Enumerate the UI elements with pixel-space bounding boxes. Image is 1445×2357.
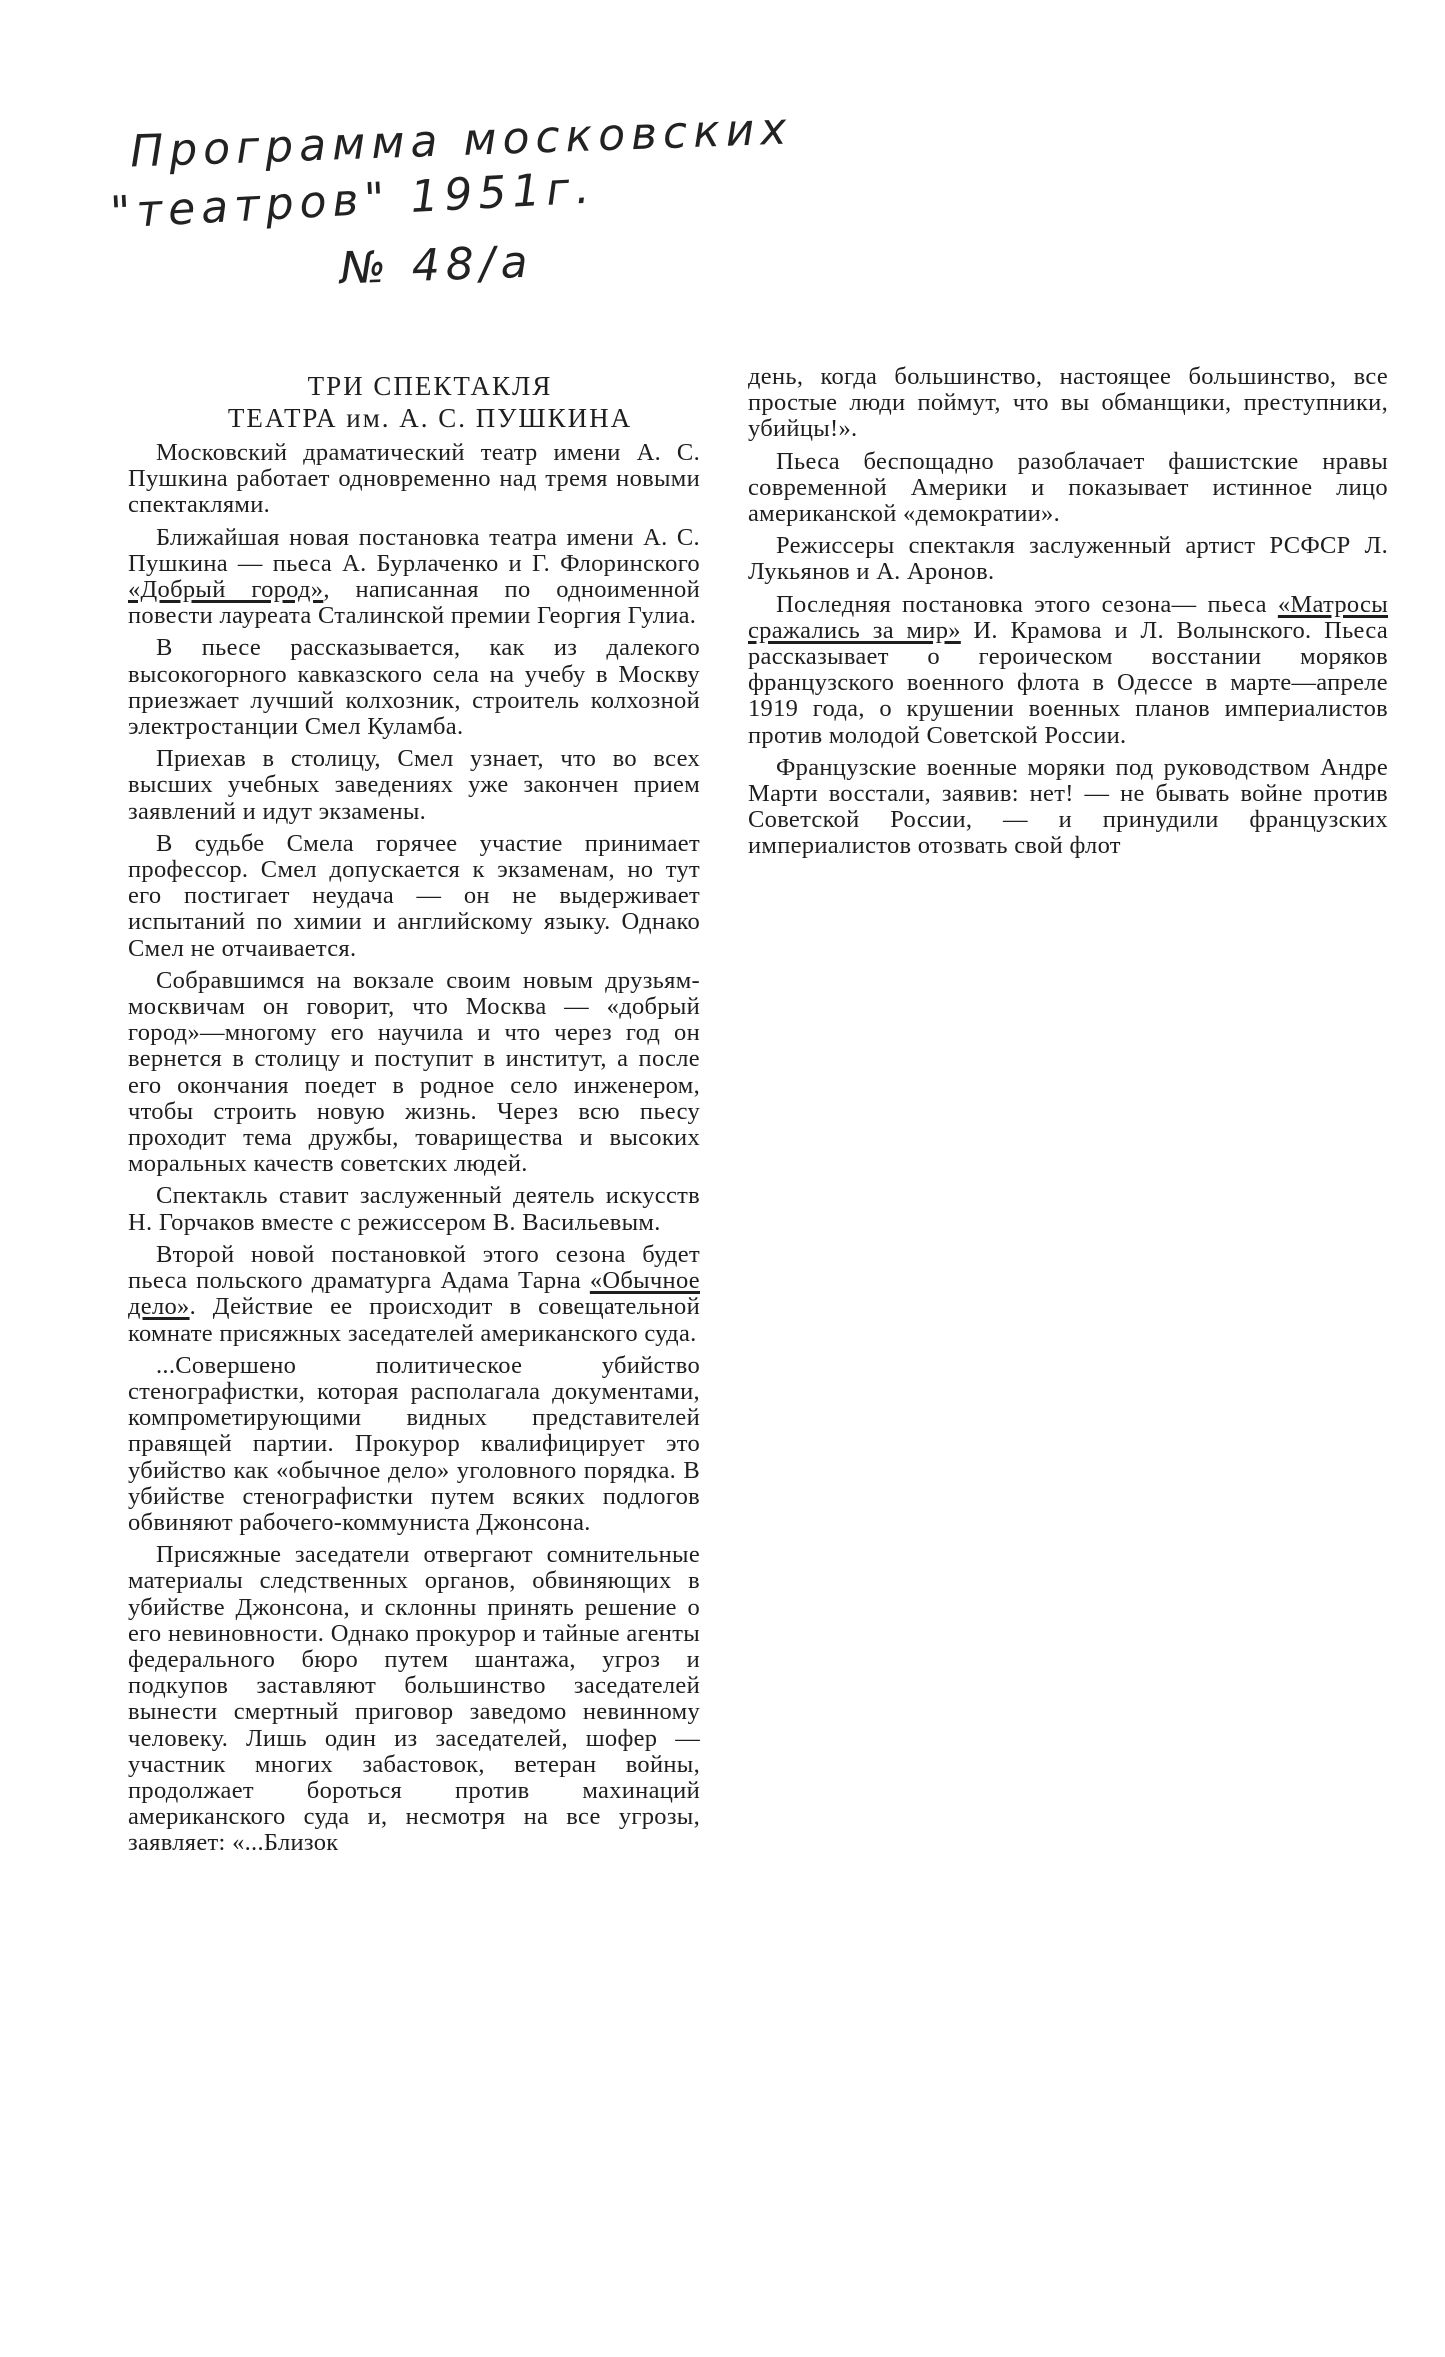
paragraph (128, 525, 700, 630)
paragraph: Спектакль ставит заслуженный деятель искусств Н. Горчаков вместе с режиссером В. Васильевым. (128, 1182, 700, 1236)
title-line-2: ТЕАТРА им. А. С. ПУШКИНА (227, 403, 633, 433)
paragraph: Присяжные заседатели отвергают сомнительные материалы следственных органов, обвиняющих в убийстве Джонсона, и склонны принять решение о его невиновности. Однако прокурор и тайные агенты федерального бюро путем шантажа, угроз и подкупов заставляют большинство заседателей вынести смертный приговор заведомо невинному человеку. Лишь один из заседателей, шофер — участник многих забастовок, ветеран войны, продолжает бороться против махинаций американского суда и, несмотря на все угрозы, заявляет: «...Близок (128, 1541, 700, 1857)
article-title (150, 370, 710, 434)
play-title-underlined: «Добрый город» (128, 576, 324, 604)
note-line-2: "театров" 1951г. (108, 162, 597, 239)
paragraph-text: Второй новой постановкой этого сезона будет пьеса польского драматурга Адама Тарна (128, 1240, 700, 1295)
paragraph: Московский драматический театр имени А. С. Пушкина работает одновременно над тремя новыми спектаклями. (128, 439, 700, 519)
left-column (128, 440, 700, 1863)
paragraph: Режиссеры спектакля заслуженный артист РСФСР Л. Лукьянов и А. Аронов. (748, 532, 1388, 586)
note-line-3: № 48/а (339, 236, 535, 295)
right-column (748, 364, 1388, 866)
paragraph-text: Последняя постановка этого сезона— пьеса (776, 590, 1278, 618)
note-line-1: Программа московских (129, 103, 794, 178)
paragraph: В пьесе рассказывается, как из далекого высокогорного кавказского села на учебу в Москву приезжает лучший колхозник, строитель колхозной электростанции Смел Куламба. (128, 634, 700, 741)
paragraph: день, когда большинство, настоящее большинство, все простые люди поймут, что вы обманщики, преступники, убийцы!». (748, 363, 1388, 443)
handwritten-archive-note (108, 95, 794, 295)
title-line-1: ТРИ СПЕКТАКЛЯ (307, 371, 553, 401)
paragraph-text: . Действие ее происходит в совещательной комнате присяжных заседателей американского суда. (128, 1293, 700, 1347)
paragraph-text: И. Крамова и Л. Волынского. Пьеса рассказывает о героическом восстании моряков французского военного флота в Одессе в марте—апреле 1919 года, о крушении военных планов империалистов против молодой Советской России. (748, 616, 1388, 749)
paragraph: ...Совершено политическое убийство стенографистки, которая располагала документами, компрометирующими видных представителей правящей партии. Прокурор квалифицирует это убийство как «обычное дело» уголовного порядка. В убийстве стенографистки путем всяких подлогов обвиняют рабочего-коммуниста Джонсона. (128, 1351, 700, 1536)
paragraph: Собравшимся на вокзале своим новым друзьям-москвичам он говорит, что Москва — «добрый город»—многому его научила и что через год он вернется в столицу и поступит в институт, а после его окончания поедет в родное село инженером, чтобы строить новую жизнь. Через всю пьесу проходит тема дружбы, товарищества и высоких моральных качеств советских людей. (128, 966, 700, 1178)
play-title-underlined: «Обычное дело» (128, 1267, 700, 1321)
paragraph (748, 592, 1388, 749)
paragraph: Пьеса беспощадно разоблачает фашистские нравы современной Америки и показывает истинное лицо американской «демократии». (748, 447, 1388, 528)
paragraph: В судьбе Смела горячее участие принимает профессор. Смел допускается к экзаменам, но тут его постигает неудача — он не выдерживает испытаний по химии и английскому языку. Однако Смел не отчаивается. (128, 829, 700, 962)
paragraph-text: , написанная по одноименной повести лауреата Сталинской премии Георгия Гулиа. (128, 576, 700, 630)
paragraph: Приехав в столицу, Смел узнает, что во всех высших учебных заведениях уже закончен прием заявлений и идут экзамены. (128, 745, 700, 825)
paragraph: Французские военные моряки под руководством Андре Марти восстали, заявив: нет! — не бывать войне против Советской России, — и принудили французских империалистов отозвать свой флот (748, 753, 1388, 860)
paragraph-text: Ближайшая новая постановка театра имени А. С. Пушкина — пьеса А. Бурлаченко и Г. Флоринского (128, 523, 700, 577)
play-title-underlined: «Матросы сражались за мир» (748, 590, 1388, 644)
paragraph (128, 1242, 700, 1347)
